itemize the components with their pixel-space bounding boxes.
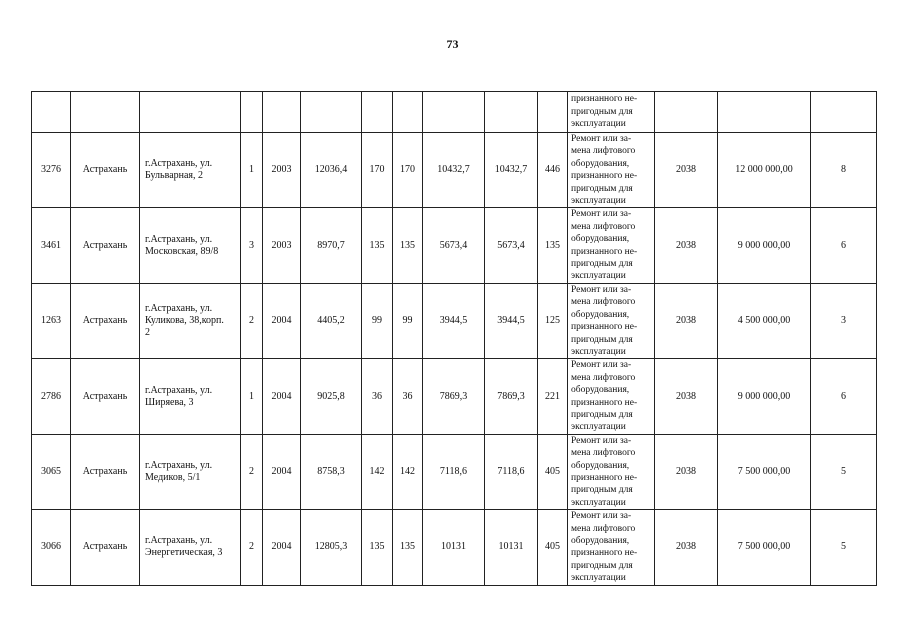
- table-row: [32, 359, 877, 434]
- cell-area-living: 7118,6: [423, 434, 485, 509]
- cell-cost: 9 000 000,00: [718, 359, 811, 434]
- cell-area-living: 10131: [423, 510, 485, 585]
- cell-work-type: Ремонт или за- мена лифтового оборудования, признанного не- пригодным для эксплуатации: [568, 359, 655, 434]
- repair-program-table: [31, 91, 877, 586]
- cell-address: г.Астрахань, ул. Куликова, 38,корп. 2: [140, 283, 241, 358]
- cell-count: 6: [811, 208, 877, 283]
- cell-count: 5: [811, 510, 877, 585]
- cell-col7: 135: [362, 208, 393, 283]
- cell-plan-year: 2038: [655, 208, 718, 283]
- cell-city: Астрахань: [71, 359, 140, 434]
- cell-work-type: Ремонт или за- мена лифтового оборудования, признанного не- пригодным для эксплуатации: [568, 283, 655, 358]
- cell-year: 2004: [263, 434, 301, 509]
- cell-col7: 36: [362, 359, 393, 434]
- cell-col7: 170: [362, 133, 393, 208]
- table-row: [32, 510, 877, 585]
- cell-city: Астрахань: [71, 208, 140, 283]
- cell-empty: [263, 92, 301, 133]
- cell-work-type: Ремонт или за- мена лифтового оборудования, признанного не- пригодным для эксплуатации: [568, 208, 655, 283]
- table-row: [32, 208, 877, 283]
- cell-id: 1263: [32, 283, 71, 358]
- cell-empty: [301, 92, 362, 133]
- table-row: [32, 434, 877, 509]
- cell-empty: [423, 92, 485, 133]
- cell-year: 2004: [263, 510, 301, 585]
- cell-count: 6: [811, 359, 877, 434]
- cell-plan-year: 2038: [655, 359, 718, 434]
- cell-id: 3066: [32, 510, 71, 585]
- cell-city: Астрахань: [71, 434, 140, 509]
- cell-plan-year: 2038: [655, 133, 718, 208]
- cell-empty: [655, 92, 718, 133]
- cell-empty: [241, 92, 263, 133]
- cell-empty: [140, 92, 241, 133]
- cell-floors: 2: [241, 283, 263, 358]
- cell-area-total: 8970,7: [301, 208, 362, 283]
- cell-floors: 1: [241, 359, 263, 434]
- cell-area-total: 4405,2: [301, 283, 362, 358]
- cell-count: 3: [811, 283, 877, 358]
- cell-col7: 135: [362, 510, 393, 585]
- cell-cost: 4 500 000,00: [718, 283, 811, 358]
- cell-floors: 1: [241, 133, 263, 208]
- cell-id: 3276: [32, 133, 71, 208]
- cell-empty: [393, 92, 423, 133]
- table-row: [32, 133, 877, 208]
- cell-empty: [811, 92, 877, 133]
- cell-cost: 9 000 000,00: [718, 208, 811, 283]
- cell-empty: [362, 92, 393, 133]
- cell-address: г.Астрахань, ул. Энергетическая, 3: [140, 510, 241, 585]
- cell-residents: 405: [538, 434, 568, 509]
- cell-year: 2004: [263, 283, 301, 358]
- cell-col8: 135: [393, 510, 423, 585]
- cell-work-type: Ремонт или за- мена лифтового оборудования, признанного не- пригодным для эксплуатации: [568, 510, 655, 585]
- cell-residents: 446: [538, 133, 568, 208]
- cell-residents: 405: [538, 510, 568, 585]
- cell-floors: 3: [241, 208, 263, 283]
- cell-work-type: Ремонт или за- мена лифтового оборудования, признанного не- пригодным для эксплуатации: [568, 133, 655, 208]
- cell-floors: 2: [241, 510, 263, 585]
- cell-col7: 142: [362, 434, 393, 509]
- cell-year: 2003: [263, 208, 301, 283]
- cell-area-residential: 3944,5: [485, 283, 538, 358]
- cell-area-total: 8758,3: [301, 434, 362, 509]
- cell-plan-year: 2038: [655, 510, 718, 585]
- cell-area-living: 7869,3: [423, 359, 485, 434]
- cell-work-type: Ремонт или за- мена лифтового оборудования, признанного не- пригодным для эксплуатации: [568, 434, 655, 509]
- cell-empty: [485, 92, 538, 133]
- cell-area-total: 12036,4: [301, 133, 362, 208]
- cell-empty: [538, 92, 568, 133]
- cell-col8: 135: [393, 208, 423, 283]
- cell-col8: 36: [393, 359, 423, 434]
- cell-area-total: 9025,8: [301, 359, 362, 434]
- cell-residents: 125: [538, 283, 568, 358]
- cell-work-type: признанного не- пригодным для эксплуатации: [568, 92, 655, 133]
- cell-count: 5: [811, 434, 877, 509]
- cell-id: 3065: [32, 434, 71, 509]
- cell-floors: 2: [241, 434, 263, 509]
- cell-col7: 99: [362, 283, 393, 358]
- cell-col8: 142: [393, 434, 423, 509]
- cell-plan-year: 2038: [655, 283, 718, 358]
- table-row: [32, 283, 877, 358]
- cell-address: г.Астрахань, ул. Московская, 89/8: [140, 208, 241, 283]
- cell-empty: [718, 92, 811, 133]
- cell-cost: 7 500 000,00: [718, 510, 811, 585]
- cell-city: Астрахань: [71, 133, 140, 208]
- cell-residents: 221: [538, 359, 568, 434]
- cell-city: Астрахань: [71, 510, 140, 585]
- cell-address: г.Астрахань, ул. Бульварная, 2: [140, 133, 241, 208]
- cell-area-residential: 10131: [485, 510, 538, 585]
- cell-id: 2786: [32, 359, 71, 434]
- cell-plan-year: 2038: [655, 434, 718, 509]
- cell-year: 2004: [263, 359, 301, 434]
- cell-col8: 170: [393, 133, 423, 208]
- cell-address: г.Астрахань, ул. Ширяева, 3: [140, 359, 241, 434]
- cell-area-living: 3944,5: [423, 283, 485, 358]
- table-row-continued: [32, 92, 877, 133]
- page-number: 73: [446, 37, 459, 51]
- cell-area-residential: 7118,6: [485, 434, 538, 509]
- cell-address: г.Астрахань, ул. Медиков, 5/1: [140, 434, 241, 509]
- cell-year: 2003: [263, 133, 301, 208]
- cell-residents: 135: [538, 208, 568, 283]
- cell-area-living: 10432,7: [423, 133, 485, 208]
- cell-empty: [32, 92, 71, 133]
- cell-count: 8: [811, 133, 877, 208]
- cell-area-living: 5673,4: [423, 208, 485, 283]
- cell-cost: 7 500 000,00: [718, 434, 811, 509]
- cell-area-residential: 5673,4: [485, 208, 538, 283]
- cell-col8: 99: [393, 283, 423, 358]
- cell-city: Астрахань: [71, 283, 140, 358]
- cell-id: 3461: [32, 208, 71, 283]
- cell-empty: [71, 92, 140, 133]
- cell-cost: 12 000 000,00: [718, 133, 811, 208]
- cell-area-residential: 10432,7: [485, 133, 538, 208]
- cell-area-total: 12805,3: [301, 510, 362, 585]
- cell-area-residential: 7869,3: [485, 359, 538, 434]
